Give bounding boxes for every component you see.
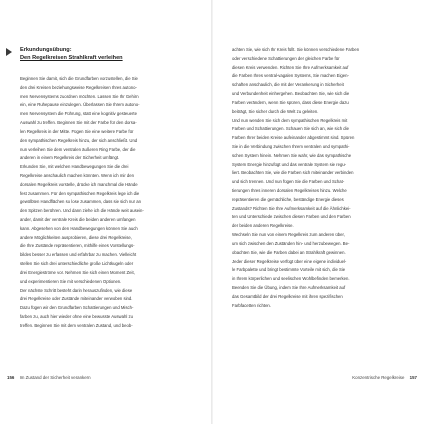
text-line: in Ihrem körperlichen und seelischen Wohlbefinden bemerken. [232,276,350,282]
text-line: beiträgt, Sie sicher durch die Welt zu geleiten. [232,108,319,114]
text-line: Zustands? Richten Sie Ihre Aufmerksamkeit auf die Ähnlichkei- [232,205,351,211]
text-line: Regelkreise anschaulich machen könnten. Wenn ich mir den [20,172,135,178]
text-line: Farben verändern, wenn Sie spüren, dass diese Energie dazu [232,99,349,105]
text-line: die Farben Ihres ventral-vagalen Systems, Sie machen Eigen- [232,73,349,79]
text-line: men Nervensystems zuordnen möchten. Lassen Sie Ihr Gehirn [20,93,139,99]
text-line: farben zu, auch hier wieder ohne eine bewusste Auswahl zu [20,313,133,319]
right-body-text [232,46,404,310]
text-line: tierungen Ihres inneren dorsalen Regelkreises hinzu. Welche [232,188,347,193]
text-line: schen System hinein. Nehmen Sie wahr, wie das sympathische [232,152,352,158]
text-line: den Spitzen berühren. Und dann ziehe ich die Hände weit ausein- [20,208,144,214]
text-line: Und nun wenden Sie sich dem sympathischen Regelkreis mit [232,117,348,123]
text-line: Beginnen Sie damit, sich die Grundfarben vorzustellen, die Sie [20,76,138,81]
text-line: Wechseln Sie nun von einem Regelkreis zum anderen über, [232,232,345,238]
text-line: obachten Sie, wie die Farben dabei an Strahlkraft gewinnen. [232,249,346,255]
text-line: drei Energieströme vor. Nehmen Sie sich einen Moment Zeit, [20,269,135,275]
text-line: achten Sie, wie sich Ihr Kreis füllt. Sie können verschiedene Farben [232,47,360,52]
text-line: den sympathischen Regelkreis hinzu, der sich anschließt. Und [20,137,138,143]
text-line: schaften anschaulich, die mit der Verankerung in Sicherheit [232,82,344,88]
page-number-left: 156 [7,375,15,380]
text-line: und sich trennen. Und nun fügen Sie die Farben und Schat- [232,179,345,185]
text-line: nun verleihen Sie dem ventralen äußeren Ring Farbe, der die [20,146,136,152]
text-line: Farben Ihrer beiden Kreise aufeinander abgestimmt sind. Spüren [232,135,355,141]
text-line: stellen Sie sich drei unterschiedliche große Lichtkugeln oder [20,261,134,267]
text-line: kann. Abgesehen von den Handbewegungen können Sie auch [20,225,138,231]
text-line: der beiden anderen Regelkreise. [232,223,294,229]
text-line: Farben und Schattierungen. Schauen Sie sich an, wie sich die [232,126,349,132]
text-line: bildes besser zu erfassen und erfahrbar zu machen. Vielleicht [20,252,137,258]
left-footer [3,375,91,381]
running-title-right: Konzentrische Regelkreise [352,375,405,380]
text-line: men Nervensystem die Führung, statt eine kognitiv gesteuerte [20,111,137,117]
text-line: ten und Unterschiede zwischen diesen Farben und den Farben [232,214,351,220]
exercise-heading [20,46,190,63]
text-line: oder verschiedene Schattierungen der gleichen Farbe für [232,55,340,61]
right-page [212,0,424,424]
triangle-bullet-icon [6,48,12,56]
text-line: treffen. Beginnen Sie mit dem ventralen Zustand, und beob- [20,322,133,328]
text-line: diesen Kreis verwenden. Richten Sie Ihre Aufmerksamkeit auf [232,64,349,70]
text-line: das Gesamtbild der drei Regelkreise mit ihren spezifischen [232,293,343,299]
text-line: gewölbten Handflächen so lose zusammen, dass sie sich nur an [20,199,141,205]
text-line: anderen in einem Regelkreis der Sicherheit umfängt. [20,155,120,161]
page-number-right: 157 [409,375,417,380]
text-line: Dazu fügen wir den Grundfarben Schattierungen und Misch- [20,305,134,311]
right-footer [352,375,421,381]
text-line: Jeder dieser Regelkreise verfügt über eine eigene individuel- [232,258,347,264]
exercise-heading-label: Erkundungsübung: [20,47,72,53]
running-title-left: Im Zustand der Sicherheit verankern [19,375,91,380]
text-line: die Ihre Zustände repräsentieren, mithilfe eines Vorstellungs- [20,243,135,249]
text-line: und Verbundenheit einhergehen. Beobachten Sie, wie sich die [232,91,350,97]
text-line: und experimentieren Sie mit verschiedenen Optionen. [20,278,122,284]
text-line: dorsalen Regelkreis vorstelle, drücke ich manchmal die Hände [20,181,138,187]
text-line: den drei Kreisen beziehungsweise Regelkreisen Ihres autono- [20,84,137,90]
text-line: Auswahl zu treffen. Beginnen Sie mit der Farbe für den dorsa- [20,120,137,126]
text-line: Beenden Sie die Übung, indem Sie Ihre Aufmerksamkeit auf [232,284,346,290]
text-line: Farbfacetten richten. [232,302,271,308]
text-line: liert. Beobachten Sie, wie die Farben sich miteinander verbinden [232,170,354,176]
text-line: Der nächste Schritt besteht darin herauszufinden, wie diese [20,287,133,293]
left-body-text [20,75,192,331]
text-line: System Energie hinzufügt und das ventrale System sie regu- [232,161,347,167]
text-line: len Regelkreis in der Mitte. Fügen Sie eine weitere Farbe für [20,128,134,134]
text-line: Erkunden Sie, mit welchen Handbewegungen Sie die drei [20,164,129,170]
text-line: Sie in die Verbindung zwischen Ihrem ventralen und sympathi- [232,143,350,149]
text-line: repräsentieren die gemächliche, beständige Energie dieses [232,196,344,202]
text-line: um sich zwischen den Zuständen hin- und herzubewegen. Be- [232,240,350,246]
text-line: ander, damit der ventrale Kreis die beiden anderen umfangen [20,217,136,222]
text-line: andere Möglichkeiten ausprobieren, diese drei Regelkreise, [20,234,132,240]
exercise-heading-title: Den Regelkreisen Strahlkraft verleihen [20,55,123,62]
text-line: le Farbpalette und bringt bestimmte Vorteile mit sich, die Sie [232,267,346,273]
text-line: fest zusammen. Für den sympathischen Regelkreis lege ich die [20,190,140,196]
text-line: drei Regelkreise oder Zustände miteinander verwoben sind. [20,296,133,302]
text-line: ein, eine Ruhepause einzulegen. Überlassen Sie Ihrem autono- [20,102,140,108]
